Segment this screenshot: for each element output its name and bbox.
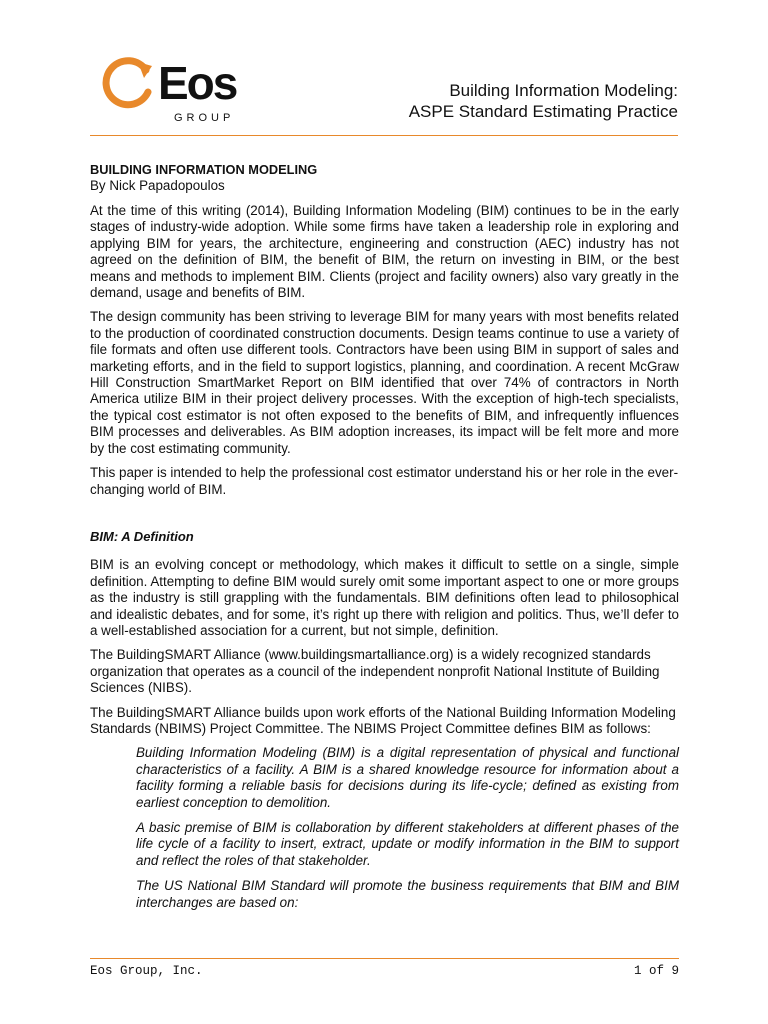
title-line-1: Building Information Modeling:	[449, 81, 678, 100]
quote-paragraph: Building Information Modeling (BIM) is a digital representation of physical and functional characteristics of a facility. A BIM is a shared knowledge resource for information about a facility forming a reliable basis for decisions during its life-cycle; defined as existing from earliest conception to demolition.	[136, 745, 679, 810]
byline: By Nick Papadopoulos	[90, 178, 225, 193]
paragraph: At the time of this writing (2014), Building Information Modeling (BIM) continues to be in the early stages of industry-wide adoption. While some firms have taken a leadership role in exploring and applying BIM for years, the architecture, engineering and construction (AEC) industry has not agreed on the definition of BIM, the benefit of BIM, the return on investing in BIM, or the best means and methods to implement BIM. Clients (project and facility owners) also vary greatly in the demand, usage and benefits of BIM.	[90, 203, 679, 301]
quote-paragraph: The US National BIM Standard will promote the business requirements that BIM and BIM interchanges are based on:	[136, 878, 679, 910]
article-heading: BUILDING INFORMATION MODELING	[90, 162, 318, 177]
document-title	[409, 80, 678, 122]
swirl-logo-icon	[102, 56, 158, 112]
section-heading: BIM: A Definition	[90, 528, 194, 544]
page-footer	[90, 958, 679, 978]
footer-company: Eos Group, Inc.	[90, 964, 203, 978]
document-body	[90, 162, 679, 920]
definition-quote	[136, 745, 679, 911]
paragraph: The BuildingSMART Alliance (www.buildingsmartalliance.org) is a widely recognized standards organization that operates as a council of the independent nonprofit National Institute of Building Sciences (NIBS).	[90, 647, 660, 696]
paragraph: The design community has been striving to leverage BIM for many years with most benefits related to the production of coordinated construction documents. Design teams continue to use a variety of file formats and often use different tools. Contractors have been using BIM in support of sales and marketing efforts, and in the field to support logistics, planning, and coordination. A recent McGraw Hill Construction SmartMarket Report on BIM identified that over 74% of contractors in North America utilize BIM in their project delivery processes. With the exception of high-tech specialists, the typical cost estimator is not often exposed to the benefits of BIM, and infrequently influences BIM processes and deliverables. As BIM adoption increases, its impact will be felt more and more by the cost estimating community.	[90, 309, 679, 456]
page-header	[90, 50, 678, 136]
paragraph: The BuildingSMART Alliance builds upon work efforts of the National Building Information Modeling Standards (NBIMS) Project Committee. The NBIMS Project Committee defines BIM as follows:	[90, 704, 676, 736]
logo-word: Eos	[158, 57, 237, 109]
quote-paragraph: A basic premise of BIM is collaboration by different stakeholders at different phases of the life cycle of a facility to insert, extract, update or modify information in the BIM to support and reflect the roles of that stakeholder.	[136, 820, 679, 868]
paragraph: BIM is an evolving concept or methodology, which makes it difficult to settle on a single, simple definition. Attempting to define BIM would surely omit some important aspect to one or more groups as the industry is still grappling with the fundamentals. BIM definitions often lead to philosophical and idealistic debates, and for some, it’s right up there with religion and politics. Thus, we’ll defer to a well-established association for a current, but not simple, definition.	[90, 557, 679, 638]
eos-group-logo	[102, 54, 252, 126]
page-number: 1 of 9	[633, 964, 679, 978]
logo-subtitle: GROUP	[174, 112, 235, 124]
paragraph: This paper is intended to help the professional cost estimator understand his or her role in the ever-changing world of BIM.	[90, 465, 679, 497]
title-line-2: ASPE Standard Estimating Practice	[408, 102, 678, 121]
